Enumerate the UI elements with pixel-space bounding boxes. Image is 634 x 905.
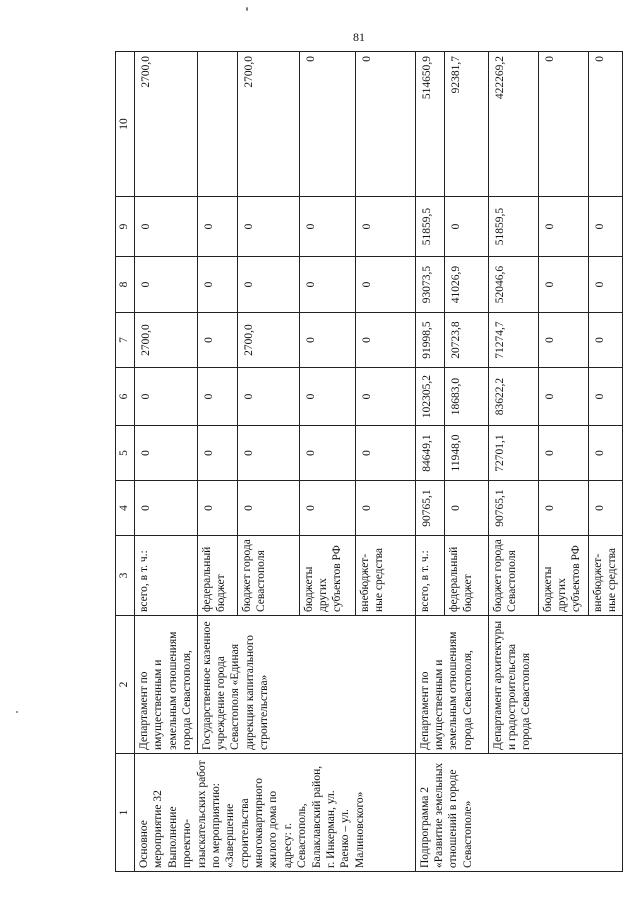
value-cell: 2700,0: [135, 313, 198, 368]
value-cell: 0: [197, 313, 237, 368]
table-row: [488, 52, 538, 872]
value-cell: 0: [237, 257, 299, 313]
value-cell: 0: [197, 426, 237, 481]
value-cell: 0: [197, 257, 237, 313]
header-cell: 5: [116, 426, 135, 481]
value-cell: 83622,2: [488, 368, 538, 426]
value-cell: 84649,1: [415, 426, 444, 481]
scan-speck: [246, 7, 248, 11]
value-cell: 52046,6: [488, 257, 538, 313]
source-cell: бюджет города Севастополя: [237, 536, 299, 616]
value-cell: 0: [538, 481, 588, 536]
value-cell: 0: [538, 257, 588, 313]
header-cell: 8: [116, 257, 135, 313]
value-cell: 0: [237, 426, 299, 481]
executor-cell: Департамент по имущественным и земельным отношениям города Севастополя,: [135, 616, 198, 754]
value-cell: 71274,7: [488, 313, 538, 368]
value-cell: 41026,9: [444, 257, 488, 313]
value-cell: 0: [299, 257, 355, 313]
value-cell: 0: [588, 313, 622, 368]
source-cell: федеральный бюджет: [444, 536, 488, 616]
header-cell: 10: [116, 52, 135, 197]
value-cell: 0: [588, 197, 622, 257]
value-cell: 0: [237, 481, 299, 536]
header-cell: 1: [116, 754, 135, 872]
value-cell: 0: [299, 197, 355, 257]
table-row: [197, 52, 237, 872]
value-cell: 18683,0: [444, 368, 488, 426]
source-cell: бюджет города Севастополя: [488, 536, 538, 616]
value-cell: 0: [135, 481, 198, 536]
value-cell: 102305,2: [415, 368, 444, 426]
table-row: [415, 52, 444, 872]
header-cell: 6: [116, 368, 135, 426]
value-cell: 422269,2: [488, 52, 538, 197]
value-cell: 0: [135, 368, 198, 426]
header-cell: 9: [116, 197, 135, 257]
source-cell: всего, в т. ч.:: [135, 536, 198, 616]
value-cell: 0: [538, 313, 588, 368]
value-cell: 0: [299, 52, 355, 197]
source-cell: внебюджет-ные средства: [355, 536, 415, 616]
value-cell: [197, 52, 237, 197]
value-cell: 2700,0: [237, 52, 299, 197]
value-cell: 11948,0: [444, 426, 488, 481]
source-cell: федеральный бюджет: [197, 536, 237, 616]
value-cell: 0: [237, 197, 299, 257]
header-cell: 7: [116, 313, 135, 368]
source-cell: бюджеты других субъектов РФ: [538, 536, 588, 616]
value-cell: 20723,8: [444, 313, 488, 368]
executor-cell: Департамент по имущественным и земельным отношениям города Севастополя,: [415, 616, 488, 754]
program-name-cell: Подпрограмма 2 «Развитие земельных отношений в городе Севастополе»: [415, 754, 622, 872]
value-cell: 0: [588, 257, 622, 313]
value-cell: 0: [197, 481, 237, 536]
value-cell: 0: [355, 52, 415, 197]
value-cell: 90765,1: [415, 481, 444, 536]
value-cell: 2700,0: [135, 52, 198, 197]
value-cell: 0: [299, 368, 355, 426]
value-cell: 51859,5: [415, 197, 444, 257]
page-number: 81: [353, 30, 365, 44]
value-cell: 0: [135, 197, 198, 257]
executor-cell: Государственное казенное учреждение города Севастополя «Единая дирекция капитального строительства»: [197, 616, 415, 754]
value-cell: 0: [355, 257, 415, 313]
scan-speck: [16, 711, 18, 713]
value-cell: 0: [299, 481, 355, 536]
executor-cell: Департамент архитектуры и градостроительства города Севастополя: [488, 616, 622, 754]
value-cell: 2700,0: [237, 313, 299, 368]
value-cell: 0: [355, 313, 415, 368]
value-cell: 90765,1: [488, 481, 538, 536]
value-cell: 0: [197, 368, 237, 426]
value-cell: 0: [588, 481, 622, 536]
value-cell: 0: [135, 257, 198, 313]
value-cell: 92381,7: [444, 52, 488, 197]
value-cell: 0: [444, 481, 488, 536]
source-cell: бюджеты других субъектов РФ: [299, 536, 355, 616]
value-cell: 0: [355, 368, 415, 426]
value-cell: 0: [588, 368, 622, 426]
header-cell: 3: [116, 536, 135, 616]
value-cell: 91998,5: [415, 313, 444, 368]
value-cell: 0: [444, 197, 488, 257]
budget-table: [115, 51, 623, 872]
source-cell: всего, в т. ч.:: [415, 536, 444, 616]
value-cell: 0: [197, 197, 237, 257]
value-cell: 0: [299, 426, 355, 481]
value-cell: 0: [588, 52, 622, 197]
header-cell: 2: [116, 616, 135, 754]
value-cell: 0: [588, 426, 622, 481]
value-cell: 0: [355, 426, 415, 481]
value-cell: 93073,5: [415, 257, 444, 313]
value-cell: 0: [237, 368, 299, 426]
value-cell: 72701,1: [488, 426, 538, 481]
value-cell: 0: [538, 368, 588, 426]
header-row: [116, 52, 135, 872]
program-name-cell: Основное мероприятие 32 Выполнение проектно-изыскательских работ по мероприятию: «Завершение строительства многоквартирного жилого дома по адресу: г. Севастополь, Балаклавский район, г. Инкерман, ул. Раенко – ул. Малиновского»: [135, 754, 416, 872]
value-cell: 0: [538, 52, 588, 197]
rotated-table-wrapper: [115, 52, 618, 872]
value-cell: 0: [135, 426, 198, 481]
value-cell: 0: [355, 197, 415, 257]
value-cell: 51859,5: [488, 197, 538, 257]
table-row: [135, 52, 198, 872]
value-cell: 0: [538, 426, 588, 481]
value-cell: 0: [299, 313, 355, 368]
value-cell: 0: [355, 481, 415, 536]
header-cell: 4: [116, 481, 135, 536]
value-cell: 514650,9: [415, 52, 444, 197]
rotated-table-area: [115, 52, 618, 872]
source-cell: внебюджет-ные средства: [588, 536, 622, 616]
value-cell: 0: [538, 197, 588, 257]
